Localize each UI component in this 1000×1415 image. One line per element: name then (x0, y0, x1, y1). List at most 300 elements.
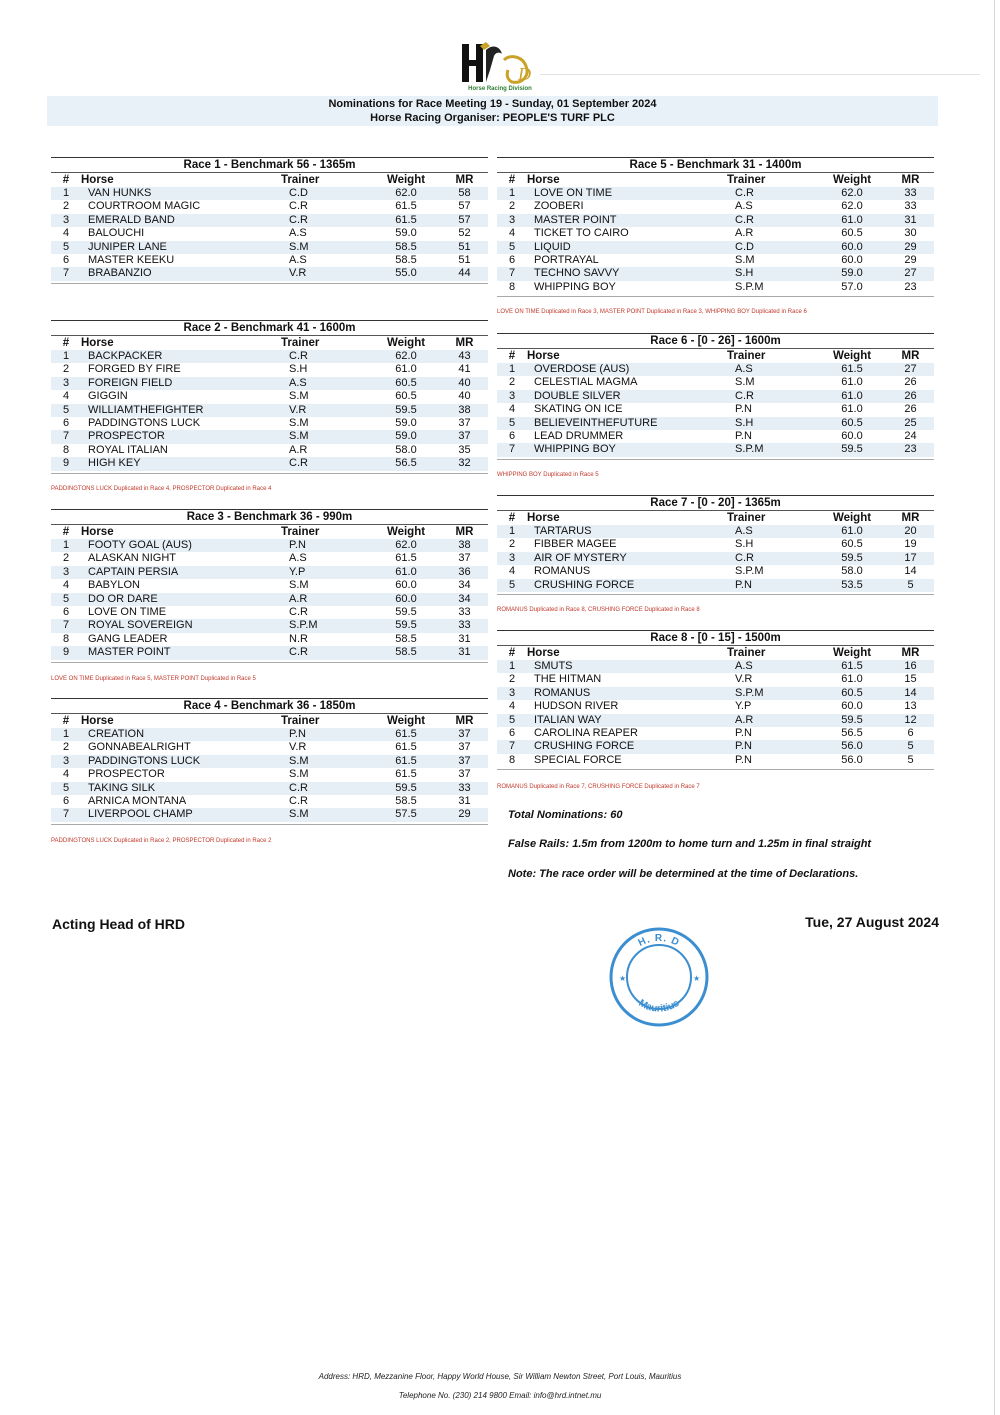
mr-value: 19 (904, 538, 917, 551)
entry-number: 6 (62, 794, 70, 807)
trainer-code: V.R (289, 267, 307, 280)
entry-number: 3 (62, 376, 70, 389)
race-divider (497, 457, 934, 460)
table-row (51, 593, 488, 606)
trainer-code: S.M (735, 376, 755, 389)
trainer-code: S.H (289, 363, 308, 376)
table-row (497, 538, 934, 551)
entry-number: 4 (62, 768, 70, 781)
table-row (51, 430, 488, 443)
entry-number: 2 (62, 552, 70, 565)
weight-value: 58.5 (395, 240, 417, 253)
mr-value: 27 (904, 267, 917, 280)
trainer-code: N.R (289, 632, 308, 645)
entry-number: 6 (62, 253, 70, 266)
trainer-code: S.M (289, 768, 309, 781)
trainer-code: A.S (735, 660, 753, 672)
weight-value: 58.0 (395, 443, 417, 456)
horse-name: CAROLINA REAPER (534, 726, 638, 739)
entry-number: 1 (62, 350, 70, 362)
table-row (497, 700, 934, 713)
trainer-code: S.P.M (735, 443, 764, 456)
race-title: Race 5 - Benchmark 31 - 1400m (497, 157, 934, 173)
col-mr-header: MR (901, 647, 920, 659)
horse-name: CELESTIAL MAGMA (534, 376, 638, 389)
entry-number: 5 (508, 416, 516, 429)
weight-value: 60.5 (841, 227, 863, 240)
weight-value: 61.5 (841, 363, 863, 375)
horse-name: TECHNO SAVVY (534, 267, 620, 280)
table-row (51, 808, 488, 821)
horse-name: BABYLON (88, 579, 140, 592)
trainer-code: A.R (735, 713, 754, 726)
horse-name: WILLIAMTHEFIGHTER (88, 403, 204, 416)
horse-name: BRABANZIO (88, 267, 152, 280)
trainer-code: A.S (735, 525, 753, 537)
entry-number: 6 (508, 253, 516, 266)
weight-value: 59.0 (395, 430, 417, 443)
hrd-seal-stamp (607, 925, 711, 1029)
entry-number: 2 (508, 376, 516, 389)
mr-value: 13 (904, 700, 917, 713)
horse-name: CAPTAIN PERSIA (88, 565, 179, 578)
weight-value: 58.5 (395, 253, 417, 266)
table-row (497, 403, 934, 416)
horse-name: JUNIPER LANE (88, 240, 167, 253)
weight-value: 57.5 (395, 808, 417, 821)
entry-number: 5 (62, 403, 70, 416)
mr-value: 34 (458, 592, 471, 605)
entry-number: 3 (62, 754, 70, 767)
table-row (497, 254, 934, 267)
entry-number: 1 (62, 728, 70, 740)
horse-name: FIBBER MAGEE (534, 538, 617, 551)
entry-number: 5 (62, 240, 70, 253)
horse-name: BACKPACKER (88, 350, 163, 362)
weight-value: 61.0 (841, 389, 863, 402)
logo-subtitle: Horse Racing Division (468, 86, 532, 92)
col-horse-header: Horse (81, 174, 114, 186)
entry-number: 6 (62, 605, 70, 618)
horse-name: ITALIAN WAY (534, 713, 602, 726)
mr-value: 43 (458, 350, 471, 362)
trainer-code: S.H (735, 416, 754, 429)
col-trainer-header: Trainer (727, 350, 766, 362)
weight-value: 55.0 (395, 267, 417, 280)
trainer-code: S.P.M (735, 565, 764, 578)
table-row (497, 552, 934, 565)
weight-value: 59.0 (395, 416, 417, 429)
weight-value: 53.5 (841, 578, 863, 591)
col-weight-header: Weight (832, 512, 872, 524)
trainer-code: S.P.M (735, 686, 764, 699)
trainer-code: V.R (289, 741, 307, 754)
race-table-7 (497, 495, 934, 595)
horse-name: SKATING ON ICE (534, 403, 623, 416)
entry-number: 4 (508, 403, 516, 416)
trainer-code: P.N (735, 578, 752, 591)
entry-number: 8 (62, 632, 70, 645)
table-row (497, 363, 934, 376)
table-row (497, 673, 934, 686)
race-table-4 (51, 698, 488, 825)
entry-number: 1 (62, 539, 70, 551)
weight-value: 60.5 (841, 538, 863, 551)
mr-value: 34 (458, 579, 471, 592)
horse-name: COURTROOM MAGIC (88, 200, 201, 213)
race-table-8 (497, 630, 934, 770)
entry-number: 4 (62, 579, 70, 592)
race-divider (51, 822, 488, 825)
horse-name: AIR OF MYSTERY (534, 551, 627, 564)
mr-value: 6 (907, 726, 914, 739)
race-title: Race 7 - [0 - 20] - 1365m (497, 495, 934, 511)
mr-value: 37 (458, 741, 471, 754)
col-horse-header: Horse (527, 350, 560, 362)
horse-name: DO OR DARE (88, 592, 158, 605)
mr-value: 33 (904, 187, 917, 199)
horse-name: SPECIAL FORCE (534, 753, 622, 766)
table-row (51, 444, 488, 457)
col-trainer-header: Trainer (727, 512, 766, 524)
entry-number: 4 (508, 700, 516, 713)
trainer-code: V.R (735, 673, 753, 686)
table-row (51, 404, 488, 417)
weight-value: 60.5 (841, 416, 863, 429)
trainer-code: P.N (735, 429, 752, 442)
horse-name: PADDINGTONS LUCK (88, 754, 201, 767)
mr-value: 37 (458, 728, 471, 740)
trainer-code: A.S (289, 253, 307, 266)
horse-name: ARNICA MONTANA (88, 794, 187, 807)
mr-value: 17 (904, 551, 917, 564)
trainer-code: S.H (735, 267, 754, 280)
duplicate-note: PADDINGTONS LUCK Duplicated in Race 2, PROSPECTOR Duplicated in Race 2 (51, 838, 272, 844)
col-mr-header: MR (455, 715, 474, 727)
race-header-row (51, 714, 488, 728)
trainer-code: A.S (735, 363, 753, 375)
weight-value: 60.0 (841, 240, 863, 253)
race-divider (497, 767, 934, 770)
mr-value: 31 (458, 794, 471, 807)
weight-value: 61.5 (395, 754, 417, 767)
entry-number: 4 (62, 227, 70, 240)
entry-number: 3 (508, 213, 516, 226)
table-row (51, 782, 488, 795)
table-row (51, 619, 488, 632)
mr-value: 16 (904, 660, 917, 672)
entry-number: 7 (508, 267, 516, 280)
svg-text:H. R. D: H. R. D (636, 933, 682, 949)
horse-name: EMERALD BAND (88, 213, 175, 226)
weight-value: 62.0 (841, 187, 863, 199)
horse-name: PORTRAYAL (534, 253, 599, 266)
horse-name: LOVE ON TIME (88, 605, 167, 618)
duplicate-note: LOVE ON TIME Duplicated in Race 5, MASTER POINT Duplicated in Race 5 (51, 676, 256, 682)
weight-value: 61.5 (395, 741, 417, 754)
trainer-code: S.M (289, 390, 309, 403)
table-row (497, 390, 934, 403)
table-row (51, 254, 488, 267)
trainer-code: C.R (289, 781, 308, 794)
trainer-code: S.P.M (735, 280, 764, 293)
trainer-code: A.S (289, 227, 307, 240)
trainer-code: A.R (735, 227, 754, 240)
entry-number: 2 (62, 363, 70, 376)
col-num-header: # (508, 350, 516, 362)
entry-number: 8 (508, 280, 516, 293)
weight-value: 56.0 (841, 740, 863, 753)
col-trainer-header: Trainer (281, 526, 320, 538)
weight-value: 60.0 (841, 429, 863, 442)
table-row (51, 755, 488, 768)
mr-value: 26 (904, 389, 917, 402)
mr-value: 36 (458, 565, 471, 578)
weight-value: 61.5 (395, 768, 417, 781)
weight-value: 60.5 (395, 390, 417, 403)
mr-value: 38 (458, 403, 471, 416)
horse-name: GIGGIN (88, 390, 128, 403)
race-title: Race 2 - Benchmark 41 - 1600m (51, 320, 488, 336)
horse-name: HIGH KEY (88, 457, 141, 470)
table-row (51, 390, 488, 403)
col-weight-header: Weight (386, 174, 426, 186)
race-header-row (51, 336, 488, 350)
trainer-code: C.R (735, 187, 754, 199)
horse-name: ROMANUS (534, 686, 591, 699)
weight-value: 60.0 (395, 579, 417, 592)
trainer-code: P.N (735, 403, 752, 416)
col-trainer-header: Trainer (281, 337, 320, 349)
horse-name: FOOTY GOAL (AUS) (88, 539, 192, 551)
mr-value: 57 (458, 200, 471, 213)
mr-value: 20 (904, 525, 917, 537)
race-table-2 (51, 320, 488, 474)
weight-value: 61.5 (395, 200, 417, 213)
race-header-row (497, 349, 934, 363)
col-weight-header: Weight (832, 174, 872, 186)
horse-name: PADDINGTONS LUCK (88, 416, 201, 429)
trainer-code: C.R (289, 200, 308, 213)
race-divider (51, 471, 488, 474)
horse-name: LOVE ON TIME (534, 187, 613, 199)
svg-text:★: ★ (693, 974, 701, 983)
race-divider (497, 592, 934, 595)
col-horse-header: Horse (527, 512, 560, 524)
entry-number: 6 (62, 416, 70, 429)
weight-value: 60.0 (395, 592, 417, 605)
entry-number: 2 (508, 200, 516, 213)
weight-value: 59.5 (841, 551, 863, 564)
horse-name: LIVERPOOL CHAMP (88, 808, 193, 821)
race-table-1 (51, 157, 488, 284)
mr-value: 44 (458, 267, 471, 280)
mr-value: 33 (458, 605, 471, 618)
race-header-row (51, 525, 488, 539)
trainer-code: C.R (289, 646, 308, 659)
horse-name: VAN HUNKS (88, 187, 152, 199)
table-row (51, 741, 488, 754)
horse-name: ROYAL ITALIAN (88, 443, 168, 456)
col-weight-header: Weight (386, 337, 426, 349)
table-row (51, 566, 488, 579)
trainer-code: A.S (289, 376, 307, 389)
horse-name: PROSPECTOR (88, 768, 165, 781)
entry-number: 8 (508, 753, 516, 766)
trainer-code: S.M (289, 430, 309, 443)
trainer-code: S.M (289, 579, 309, 592)
mr-value: 32 (458, 457, 471, 470)
horse-name: OVERDOSE (AUS) (534, 363, 630, 375)
mr-value: 5 (907, 740, 914, 753)
weight-value: 58.5 (395, 646, 417, 659)
table-row (497, 376, 934, 389)
mr-value: 5 (907, 753, 914, 766)
table-row (497, 214, 934, 227)
weight-value: 59.5 (841, 713, 863, 726)
weight-value: 58.0 (841, 565, 863, 578)
table-row (497, 417, 934, 430)
mr-value: 31 (904, 213, 917, 226)
race-header-row (497, 173, 934, 187)
col-num-header: # (508, 174, 516, 186)
table-row (51, 606, 488, 619)
race-header-row (497, 646, 934, 660)
trainer-code: S.M (289, 416, 309, 429)
table-row (51, 795, 488, 808)
table-row (497, 227, 934, 240)
weight-value: 59.0 (841, 267, 863, 280)
weight-value: 60.0 (841, 700, 863, 713)
entry-number: 3 (508, 686, 516, 699)
trainer-code: C.R (289, 213, 308, 226)
weight-value: 61.0 (395, 565, 417, 578)
col-weight-header: Weight (386, 715, 426, 727)
mr-value: 51 (458, 240, 471, 253)
trainer-code: S.M (289, 808, 309, 821)
table-row (497, 187, 934, 200)
trainer-code: C.R (289, 794, 308, 807)
mr-value: 27 (904, 363, 917, 375)
entry-number: 3 (508, 551, 516, 564)
entry-number: 2 (62, 200, 70, 213)
race-table-3 (51, 509, 488, 663)
table-row (497, 281, 934, 294)
entry-number: 3 (62, 565, 70, 578)
entry-number: 1 (62, 187, 70, 199)
entry-number: 6 (508, 429, 516, 442)
weight-value: 61.5 (395, 728, 417, 740)
horse-name: CRUSHING FORCE (534, 740, 635, 753)
entry-number: 7 (508, 740, 516, 753)
race-title: Race 1 - Benchmark 56 - 1365m (51, 157, 488, 173)
trainer-code: S.P.M (289, 619, 318, 632)
table-row (497, 430, 934, 443)
col-mr-header: MR (455, 174, 474, 186)
col-mr-header: MR (455, 337, 474, 349)
table-row (51, 241, 488, 254)
col-trainer-header: Trainer (281, 174, 320, 186)
weight-value: 56.5 (841, 726, 863, 739)
table-row (51, 579, 488, 592)
trainer-code: A.S (735, 200, 753, 213)
entry-number: 1 (508, 660, 516, 672)
weight-value: 61.0 (841, 525, 863, 537)
entry-number: 7 (62, 619, 70, 632)
mr-value: 26 (904, 403, 917, 416)
horse-name: WHIPPING BOY (534, 443, 616, 456)
weight-value: 60.5 (395, 376, 417, 389)
col-trainer-header: Trainer (727, 174, 766, 186)
entry-number: 5 (62, 592, 70, 605)
horse-name: WHIPPING BOY (534, 280, 616, 293)
horse-name: ROYAL SOVEREIGN (88, 619, 193, 632)
table-row (51, 417, 488, 430)
table-row (497, 241, 934, 254)
entry-number: 7 (508, 443, 516, 456)
race-title: Race 4 - Benchmark 36 - 1850m (51, 698, 488, 714)
table-row (497, 754, 934, 767)
horse-name: HUDSON RIVER (534, 700, 619, 713)
col-horse-header: Horse (81, 337, 114, 349)
race-title: Race 6 - [0 - 26] - 1600m (497, 333, 934, 349)
trainer-code: Y.P (735, 700, 752, 713)
horse-name: FORGED BY FIRE (88, 363, 181, 376)
trainer-code: S.M (289, 240, 309, 253)
duplicate-note: WHIPPING BOY Duplicated in Race 5 (497, 472, 599, 478)
col-weight-header: Weight (386, 526, 426, 538)
entry-number: 1 (508, 525, 516, 537)
table-row (51, 633, 488, 646)
mr-value: 40 (458, 376, 471, 389)
col-mr-header: MR (455, 526, 474, 538)
entry-number: 3 (62, 213, 70, 226)
mr-value: 41 (458, 363, 471, 376)
footer-contact: Telephone No. (230) 214 9800 Email: info@hrd.intnet.mu (398, 1391, 602, 1400)
weight-value: 59.5 (395, 781, 417, 794)
col-weight-header: Weight (832, 350, 872, 362)
page-title: Nominations for Race Meeting 19 - Sunday, 01 September 2024 (328, 98, 657, 110)
col-mr-header: MR (901, 512, 920, 524)
entry-number: 8 (62, 443, 70, 456)
weight-value: 61.5 (841, 660, 863, 672)
col-horse-header: Horse (81, 526, 114, 538)
table-row (51, 768, 488, 781)
entry-number: 5 (508, 578, 516, 591)
horse-name: DOUBLE SILVER (534, 389, 621, 402)
mr-value: 30 (904, 227, 917, 240)
col-weight-header: Weight (832, 647, 872, 659)
mr-value: 52 (458, 227, 471, 240)
mr-value: 14 (904, 565, 917, 578)
table-row (51, 646, 488, 659)
mr-value: 23 (904, 443, 917, 456)
weight-value: 61.0 (841, 403, 863, 416)
table-row (497, 727, 934, 740)
table-row (51, 728, 488, 741)
table-row (51, 363, 488, 376)
horse-name: MASTER KEEKU (88, 253, 175, 266)
entry-number: 5 (508, 240, 516, 253)
trainer-code: A.S (289, 552, 307, 565)
mr-value: 29 (904, 253, 917, 266)
weight-value: 61.5 (395, 552, 417, 565)
signature-date: Tue, 27 August 2024 (805, 914, 939, 930)
horse-name: LIQUID (534, 240, 571, 253)
mr-value: 37 (458, 754, 471, 767)
table-row (51, 539, 488, 552)
entry-number: 9 (62, 646, 70, 659)
